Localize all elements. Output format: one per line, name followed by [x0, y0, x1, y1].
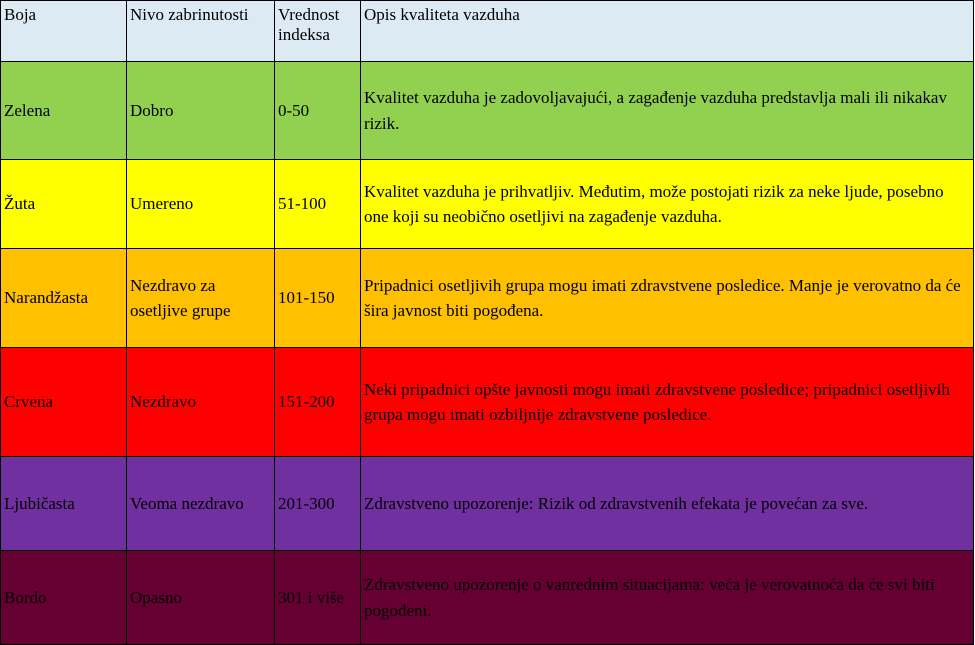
cell-color-name: Narandžasta: [1, 249, 127, 348]
cell-range: 151-200: [275, 348, 361, 457]
cell-level: Umereno: [127, 160, 275, 249]
cell-color-name: Crvena: [1, 348, 127, 457]
cell-color-name: Žuta: [1, 160, 127, 249]
table-row: [1, 249, 974, 348]
cell-range: 201-300: [275, 457, 361, 551]
cell-color-name: Bordo: [1, 551, 127, 645]
cell-level: Opasno: [127, 551, 275, 645]
table-row: [1, 551, 974, 645]
cell-level: Nezdravo: [127, 348, 275, 457]
cell-level: Nezdravo za osetljive grupe: [127, 249, 275, 348]
cell-range: 301 i više: [275, 551, 361, 645]
header-row: [1, 1, 974, 62]
cell-level: Veoma nezdravo: [127, 457, 275, 551]
table-header: [1, 1, 974, 62]
cell-range: 101-150: [275, 249, 361, 348]
cell-color-name: Ljubičasta: [1, 457, 127, 551]
header-color: Boja: [1, 1, 127, 62]
table-row: [1, 457, 974, 551]
table-body: [1, 62, 974, 645]
cell-description: Kvalitet vazduha je prihvatljiv. Međutim, može postojati rizik za neke ljude, posebno one koji su neobično osetljivi na zagađenje vazduha.: [361, 160, 974, 249]
cell-level: Dobro: [127, 62, 275, 160]
cell-description: Zdravstveno upozorenje o vanrednim situacijama: veća je verovatnoća da će svi biti pogođeni.: [361, 551, 974, 645]
table-row: [1, 348, 974, 457]
header-index: Vrednost indeksa: [275, 1, 361, 62]
cell-description: Neki pripadnici opšte javnosti mogu imati zdravstvene posledice; pripadnici osetljivih grupa mogu imati ozbiljnije zdravstvene posledice.: [361, 348, 974, 457]
header-level: Nivo zabrinutosti: [127, 1, 275, 62]
cell-color-name: Zelena: [1, 62, 127, 160]
cell-description: Zdravstveno upozorenje: Rizik od zdravstvenih efekata je povećan za sve.: [361, 457, 974, 551]
table-row: [1, 160, 974, 249]
cell-range: 0-50: [275, 62, 361, 160]
table-row: [1, 62, 974, 160]
cell-range: 51-100: [275, 160, 361, 249]
cell-description: Pripadnici osetljivih grupa mogu imati zdravstvene posledice. Manje je verovatno da će šira javnost biti pogođena.: [361, 249, 974, 348]
header-description: Opis kvaliteta vazduha: [361, 1, 974, 62]
cell-description: Kvalitet vazduha je zadovoljavajući, a zagađenje vazduha predstavlja mali ili nikakav rizik.: [361, 62, 974, 160]
